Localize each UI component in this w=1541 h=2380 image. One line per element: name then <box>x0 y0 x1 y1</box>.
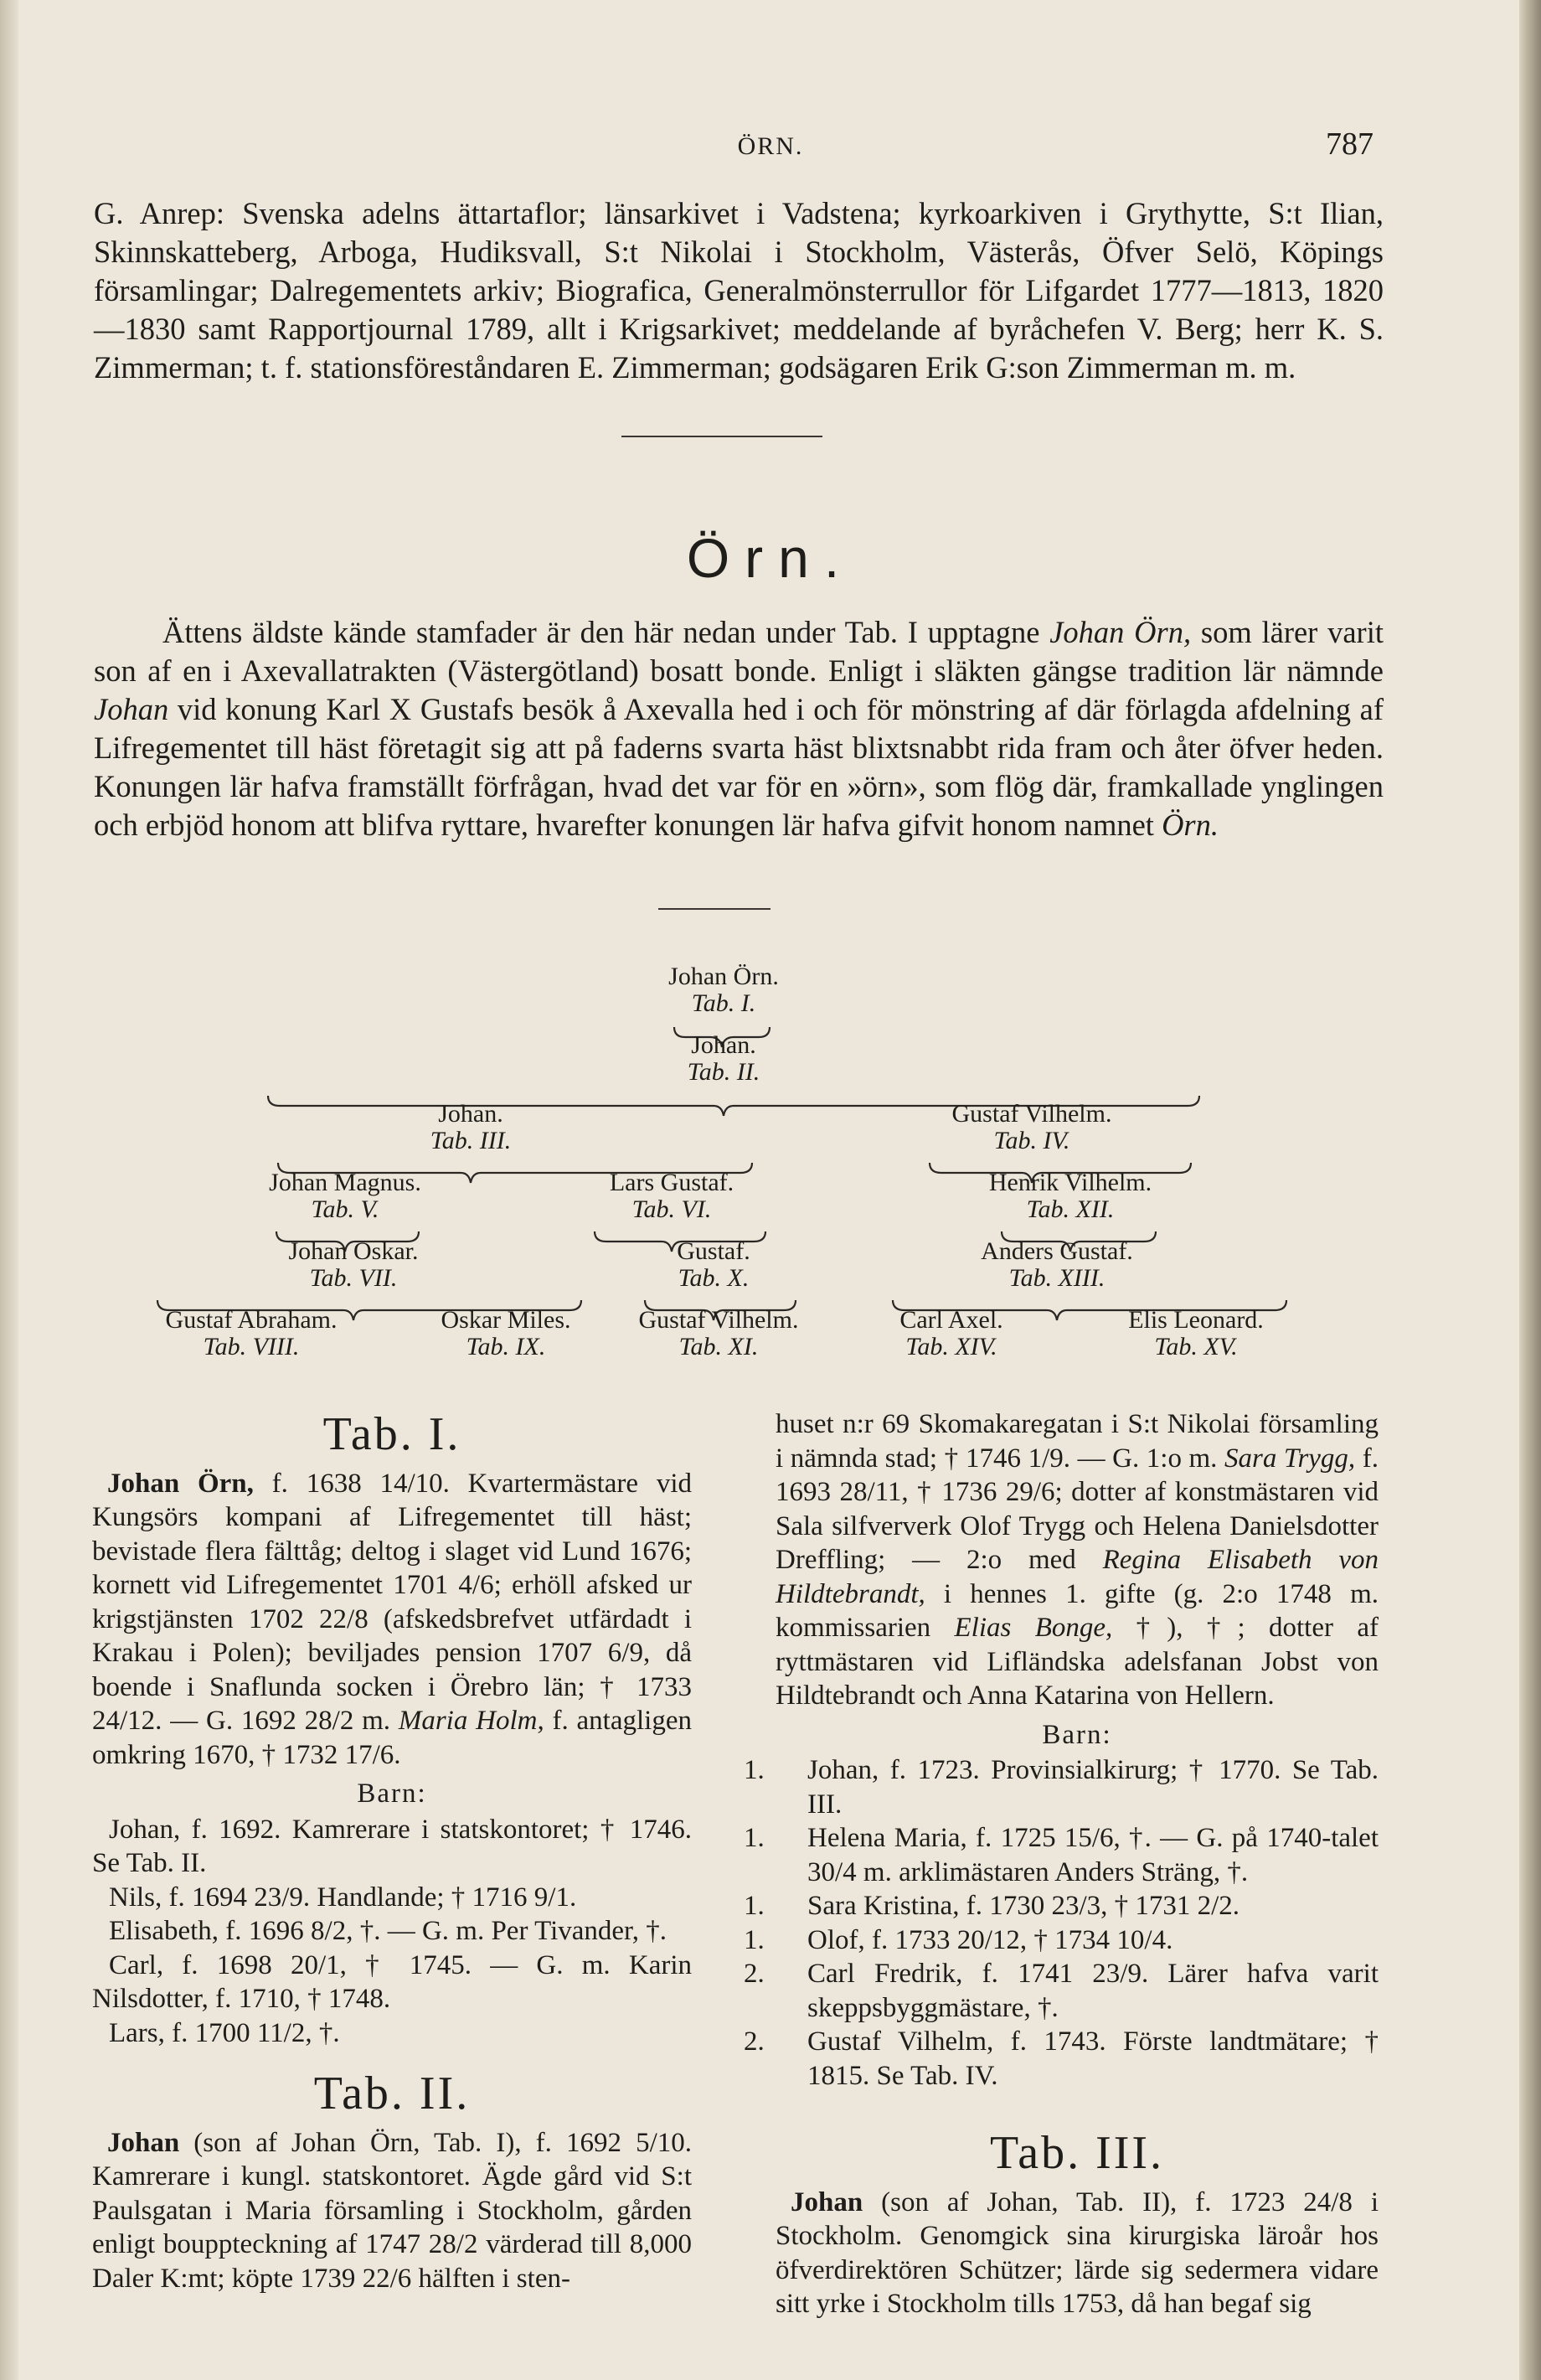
tab1-date-f: 28/2 <box>304 1706 354 1736</box>
tab1-text-g: m. <box>353 1706 399 1736</box>
tab2-wife1: Sara Trygg, <box>1224 1443 1356 1474</box>
tree-node-gustaf-vilhelm-2: Gustaf Vilhelm. Tab. XI. <box>638 1306 799 1360</box>
tab1-date-c: 22/8 <box>319 1603 368 1634</box>
tree-node-oskar-miles: Oskar Miles. Tab. IX. <box>441 1306 571 1360</box>
intro-text-3: vid konung Karl X Gustafs besök å Axevalla hed i och för mönstring af där förlagda afdelning af Lifregementet till häst företagit sig att på faderns svarta häst blixtsnabbt rida fram och åter öfver heden. Konungen lär hafva framställt förfrågan, hvad det var för en »örn», som flög där, framkallade ynglingen och erbjöd honom att blifva ryttare, hvarefter konungen lär hafva gifvit honom namnet <box>94 692 1384 842</box>
tab2-heading: Tab. II. <box>313 2068 471 2119</box>
tab1-text-b: . Kvartermästare vid Kungsörs kompani af Lifregementet till häst; bevistade flera fälttåg; deltog i slaget vid Lund 1676; kornett vid Lifregementet 1701 <box>92 1468 692 1600</box>
tab1-barn-label: Barn: <box>357 1779 427 1809</box>
intro-text-2: som lärer varit son af en i Axevallatrakten (Västergötland) bosatt bonde. Enligt i släkten gängse tradition lär nämnde <box>94 615 1384 688</box>
tab1-text-i: . <box>394 1739 401 1770</box>
tab2-cont-3: i hennes 1. gifte (g. 2:o 1748 m. kommissarien <box>776 1578 1379 1643</box>
tree-node-carl-axel: Carl Axel. Tab. XIV. <box>899 1306 1003 1360</box>
tab2-child: 2. Carl Fredrik, f. 1741 23/9. Lärer hafva varit skeppsbyggmästare, †. <box>744 1959 1379 2023</box>
tab2-husband2: Elias Bonge, <box>954 1613 1113 1643</box>
tab2-entry-continued <box>776 1407 1379 1713</box>
tab1-wife: Maria Holm, <box>398 1706 544 1736</box>
tab2-entry <box>92 2126 692 2296</box>
intro-paragraph <box>94 613 1384 844</box>
tab1-child: Lars, f. 1700 11/2, †. <box>109 2017 340 2048</box>
tree-node-gustaf-abraham: Gustaf Abraham. Tab. VIII. <box>165 1306 338 1360</box>
tab1-date-d: 6/9 <box>607 1638 643 1668</box>
running-head: ÖRN. <box>737 132 804 160</box>
tab3-heading: Tab. III. <box>989 2127 1165 2179</box>
tab1-child: Nils, f. 1694 23/9. Handlande; † 1716 9/1. <box>109 1882 577 1913</box>
tab2-cont-1: huset n:r 69 Skomakaregatan i S:t Nikolai församling i nämnda stad; † 1746 1/9. — G. 1:o m. <box>776 1409 1379 1474</box>
tree-node-henrik-vilhelm: Henrik Vilhelm. Tab. XII. <box>988 1169 1152 1223</box>
tab1-child: Elisabeth, f. 1696 8/2, †. — G. m. Per Tivander, †. <box>109 1916 667 1946</box>
tab1-child: Johan, f. 1692. Kamrerare i statskontoret; † 1746. Se Tab. II. <box>92 1814 692 1878</box>
tab1-date-e: 24/12 <box>92 1706 156 1736</box>
right-column <box>744 1407 1379 2321</box>
tree-node-elis-leonard: Elis Leonard. Tab. XV. <box>1128 1306 1264 1360</box>
family-title: Örn. <box>686 527 855 589</box>
tab1-entry-name: Johan Örn, <box>107 1468 254 1499</box>
tab2-entry-text: (son af Johan Örn, Tab. I), f. 1692 5/10. Kamrerare i kungl. statskontoret. Ägde gård vid S:t Paulsgatan i Maria församling i Stockholm, gården enligt bouppteckning af 1747 28/2 värderad till 8,000 Daler K:mt; köpte 1739 22/6 hälften i sten- <box>92 2127 692 2294</box>
tab2-child: 2. Gustaf Vilhelm, f. 1743. Förste landtmätare; † 1815. Se Tab. IV. <box>744 2026 1379 2091</box>
tree-top-rule <box>658 908 770 910</box>
tab3-entry-text: (son af Johan, Tab. II), f. 1723 24/8 i Stockholm. Genomgick sina kirurgiska läroår hos öfverdirektören Schützer; lärde sig sedermera vidare sitt yrke i Stockholm tills 1753, då han begaf sig <box>776 2186 1379 2319</box>
tab1-child: Carl, f. 1698 20/1, † 1745. — G. m. Karin Nilsdotter, f. 1710, † 1748. <box>92 1949 692 2014</box>
tab1-date-b: 4/6 <box>458 1570 494 1600</box>
tab2-entry-name: Johan <box>107 2127 180 2158</box>
intro-name-2: Johan <box>94 692 169 726</box>
sources-paragraph: G. Anrep: Svenska adelns ättartaflor; länsarkivet i Vadstena; kyrkoarkiven i Grythytte, S:t Ilian, Skinnskatteberg, Arboga, Hudiksvall, S:t Nikolai i Stockholm, Västerås, Öfver Selö, Köpings församlingar; Dalregementets arkiv; Biografica, Generalmönsterrullor för Lifgardet 1777—1813, 1820—1830 samt Rapportjournal 1789, allt i Krigsarkivet; meddelande af byråchefen V. Berg; herr K. S. Zimmerman; t. f. stationsföreståndaren E. Zimmerman; godsägaren Erik G:son Zimmerman m. m. <box>94 196 1384 385</box>
divider-rule <box>621 436 822 437</box>
tab1-entry <box>92 1467 692 1773</box>
page-number: 787 <box>1326 126 1374 162</box>
tree-node-johan-tab3: Johan. Tab. III. <box>430 1100 512 1154</box>
tree-node-anders-gustaf: Anders Gustaf. Tab. XIII. <box>981 1237 1133 1292</box>
tree-node-johan-orn: Johan Örn. Tab. I. <box>668 963 779 1017</box>
tab2-child: 1. Johan, f. 1723. Provinsialkirurg; † 1770. Se Tab. III. <box>744 1755 1379 1820</box>
tree-node-lars-gustaf: Lars Gustaf. Tab. VI. <box>609 1169 734 1223</box>
tab1-text-f: . — G. 1692 <box>155 1706 305 1736</box>
tab1-text-a: f. 1638 <box>253 1468 380 1499</box>
tab3-entry-name: Johan <box>791 2186 863 2217</box>
tree-node-gustaf-vilhelm: Gustaf Vilhelm. Tab. IV. <box>951 1100 1112 1154</box>
tree-node-johan-tab2: Johan. Tab. II. <box>687 1031 760 1086</box>
tab1-text-h: f. antagligen omkring 1670, † 1732 <box>92 1706 692 1770</box>
tab1-text-e: , då boende i Snaflunda socken i Örebro län; † 1733 <box>92 1638 692 1702</box>
intro-name-3: Örn. <box>1162 808 1219 842</box>
tree-node-johan-oskar: Johan Oskar. Tab. VII. <box>288 1237 419 1292</box>
tree-node-johan-magnus: Johan Magnus. Tab. V. <box>269 1169 421 1223</box>
tab1-text-d: (afskedsbrefvet utfärdadt i Krakau i Polen); beviljades pension 1707 <box>92 1603 692 1668</box>
tab2-cont-4: †), †; dotter af ryttmästaren vid Lifländska adelsfanan Jobst von Hildtebrandt och Anna Katarina von Hellern. <box>776 1613 1379 1711</box>
intro-text-1: Ättens äldste kände stamfader är den här nedan under Tab. I upptagne <box>162 615 1050 649</box>
tab3-entry <box>776 2186 1379 2321</box>
tree-node-gustaf: Gustaf. Tab. X. <box>677 1237 750 1292</box>
tab2-child: 1. Olof, f. 1733 20/12, † 1734 10/4. <box>744 1924 1173 1955</box>
page-header <box>0 126 1541 168</box>
family-tree <box>0 947 1541 1382</box>
tab2-cont-2: f. 1693 28/11, † 1736 29/6; dotter af konstmästaren vid Sala silfververk Olof Trygg och Helena Danielsdotter Dreffling; — 2:o med <box>776 1443 1379 1575</box>
intro-name-1: Johan Örn, <box>1049 615 1192 649</box>
tab2-child: 1. Helena Maria, f. 1725 15/6, †. — G. på 1740-talet 30/4 m. arklimästaren Anders Sträng, †. <box>744 1823 1379 1887</box>
tab2-wife2: Regina Elisabeth von Hildtebrandt, <box>776 1545 1379 1609</box>
tab1-date-h: 17/6 <box>344 1739 394 1770</box>
tab2-barn-label: Barn: <box>1042 1719 1112 1750</box>
tab2-child: 1. Sara Kristina, f. 1730 23/3, † 1731 2/2. <box>744 1891 1240 1921</box>
tab1-date-a: 14/10 <box>379 1468 443 1499</box>
tab1-text-c: ; erhöll afsked ur krigstjänsten 1702 <box>92 1570 692 1634</box>
left-column <box>92 1407 692 2295</box>
tab1-heading: Tab. I. <box>322 1408 461 1460</box>
